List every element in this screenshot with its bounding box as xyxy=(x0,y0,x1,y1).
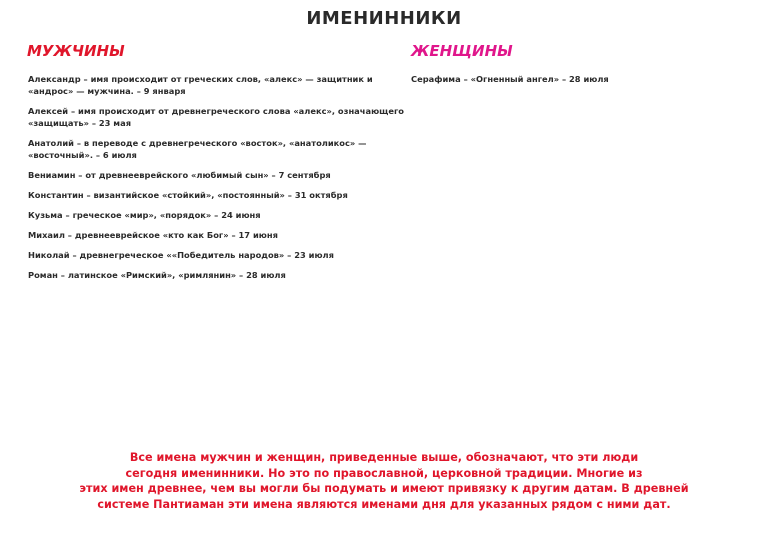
list-item: Александр – имя происходит от греческих слов, «алекс» — защитник и «андрос» — мужчина. – 9 января xyxy=(28,74,373,96)
list-item: Николай – древнегреческое ««Победитель народов» – 23 июля xyxy=(28,250,334,260)
footer-line: этих имен древнее, чем вы могли бы подумать и имеют привязку к другим датам. В древней xyxy=(79,482,689,495)
list-item: Алексей – имя происходит от древнегреческого слова «алекс», означающего «защищать» – 23 мая xyxy=(28,106,404,128)
women-heading: ЖЕНЩИНЫ xyxy=(411,42,513,60)
men-name-list xyxy=(28,73,408,289)
list-item: Роман – латинское «Римский», «римлянин» – 28 июля xyxy=(28,270,286,280)
footer-line: системе Пантиаман эти имена являются именами дня для указанных рядом с ними дат. xyxy=(97,497,671,511)
list-item: Михаил – древнееврейское «кто как Бог» – 17 июня xyxy=(28,230,278,240)
men-heading: МУЖЧИНЫ xyxy=(27,42,125,60)
footer-note xyxy=(60,450,708,512)
footer-line: сегодня именинники. Но это по православной, церковной традиции. Многие из xyxy=(125,466,643,480)
footer-line: Все имена мужчин и женщин, приведенные выше, обозначают, что эти люди xyxy=(129,451,639,464)
women-name-list xyxy=(411,73,751,93)
page-title: ИМЕНИННИКИ xyxy=(306,8,462,29)
list-item: Кузьма – греческое «мир», «порядок» – 24 июня xyxy=(28,210,261,220)
list-item: Серафима – «Огненный ангел» – 28 июля xyxy=(411,74,609,84)
list-item: Вениамин – от древнееврейского «любимый сын» – 7 сентября xyxy=(28,170,331,180)
list-item: Константин – византийское «стойкий», «постоянный» – 31 октября xyxy=(28,190,348,200)
list-item: Анатолий – в переводе с древнегреческого «восток», «анатоликос» — «восточный». – 6 июля xyxy=(28,138,367,160)
